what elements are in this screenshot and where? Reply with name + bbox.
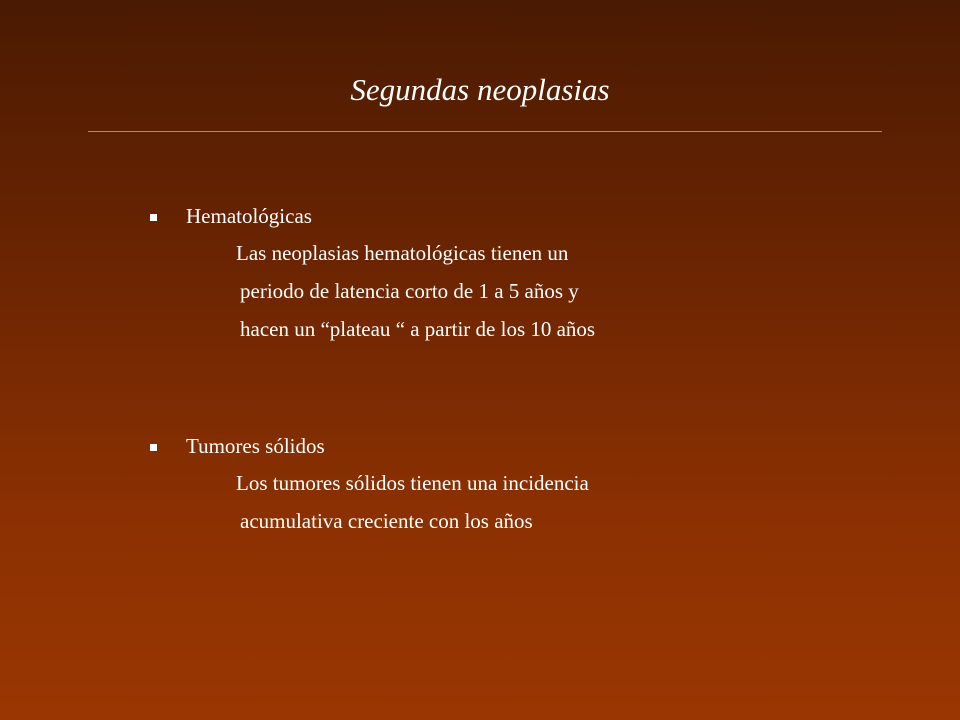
body-line: Las neoplasias hematológicas tienen un — [236, 241, 569, 265]
bullet-heading: Hematológicas — [186, 204, 312, 228]
bullet-section-tumores — [148, 428, 868, 540]
square-bullet-icon — [150, 444, 157, 451]
bullet-section-hematologicas — [148, 198, 868, 348]
square-bullet-icon — [150, 214, 157, 221]
body-line: Los tumores sólidos tienen una incidencia — [236, 471, 589, 495]
bullet-row — [148, 198, 868, 234]
title-divider — [88, 131, 882, 132]
slide-title: Segundas neoplasias — [350, 72, 610, 107]
bullet-row — [148, 428, 868, 464]
body-line: periodo de latencia corto de 1 a 5 años y — [240, 279, 579, 303]
body-line: acumulativa creciente con los años — [240, 509, 533, 533]
body-line: hacen un “plateau “ a partir de los 10 años — [240, 317, 596, 341]
bullet-heading: Tumores sólidos — [186, 434, 325, 458]
